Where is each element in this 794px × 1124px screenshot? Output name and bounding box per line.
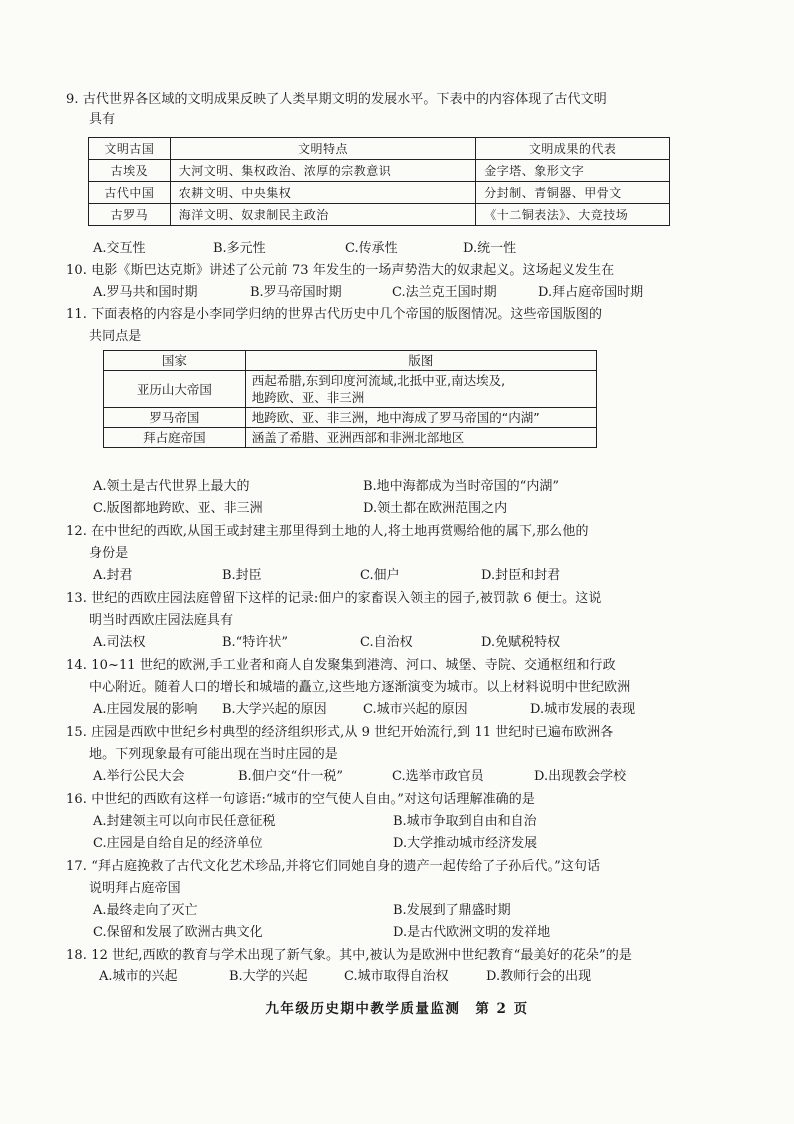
q11-stem-line2: 共同点是 <box>89 329 142 344</box>
table-header-cell: 文明古国 <box>89 138 171 160</box>
table-row <box>89 182 670 204</box>
q12-stem-line1: 12. 在中世纪的西欧,从国王或封建主那里得到土地的人,将土地再赏赐给他的属下,那么他的 <box>66 524 589 539</box>
q9-stem-line1: 9. 古代世界各区域的文明成果反映了人类早期文明的发展水平。下表中的内容体现了古代文明 <box>66 92 607 107</box>
q11-option-b[interactable]: B.地中海都成为当时帝国的“内湖” <box>363 479 559 494</box>
q14-stem-line2: 中心附近。随着人口的增长和城墙的矗立,这些地方逐渐演变为城市。以上材料说明中世纪欧洲 <box>89 680 631 695</box>
q18-option-a[interactable]: A.城市的兴起 <box>99 969 178 984</box>
q10-stem: 10. 电影《斯巴达克斯》讲述了公元前 73 年发生的一场声势浩大的奴隶起义。这场起义发生在 <box>66 263 615 278</box>
q11-option-c[interactable]: C.版图都地跨欧、亚、非三洲 <box>93 501 263 516</box>
q12-option-d[interactable]: D.封臣和封君 <box>481 568 561 583</box>
table-cell: 涵盖了希腊、亚洲西部和非洲北部地区 <box>245 428 596 448</box>
q16-option-b[interactable]: B.城市争取到自由和自治 <box>393 814 537 829</box>
q17-option-c[interactable]: C.保留和发展了欧洲古典文化 <box>93 925 263 940</box>
q11-option-a[interactable]: A.领土是古代世界上最大的 <box>93 479 250 494</box>
q15-option-a[interactable]: A.举行公民大会 <box>93 769 185 784</box>
q9-stem-line2: 具有 <box>89 112 116 127</box>
q15-stem-line2: 地。下列现象最有可能出现在当时庄园的是 <box>89 747 338 762</box>
q15-stem-line1: 15. 庄园是西欧中世纪乡村典型的经济组织形式,从 9 世纪开始流行,到 11 世纪时已遍布欧洲各 <box>66 725 614 740</box>
q14-option-c[interactable]: C.城市兴起的原因 <box>363 702 468 717</box>
table-cell: 罗马帝国 <box>104 408 246 428</box>
q18-option-d[interactable]: D.教师行会的出现 <box>486 969 592 984</box>
q12-option-b[interactable]: B.封臣 <box>222 568 262 583</box>
table-row <box>104 408 597 428</box>
q12-option-c[interactable]: C.佃户 <box>360 568 400 583</box>
q15-option-c[interactable]: C.选举市政官员 <box>392 769 484 784</box>
q17-option-d[interactable]: D.是古代欧洲文明的发祥地 <box>393 925 551 940</box>
q13-option-a[interactable]: A.司法权 <box>93 635 146 650</box>
table-cell: 古代中国 <box>89 182 171 204</box>
q13-stem-line2: 明当时西欧庄园法庭具有 <box>89 613 234 628</box>
table-header-cell: 国家 <box>104 351 246 371</box>
table-cell-line: 地跨欧、亚、非三洲 <box>251 390 365 405</box>
q18-stem: 18. 12 世纪,西欧的教育与学术出现了新气象。其中,被认为是欧洲中世纪教育“最美好的花朵”的是 <box>66 948 632 963</box>
table-row <box>89 138 670 160</box>
page-footer: 九年级历史期中教学质量监测 第 2 页 <box>265 1001 529 1017</box>
q9-option-c[interactable]: C.传承性 <box>345 241 398 256</box>
q12-option-a[interactable]: A.封君 <box>93 568 133 583</box>
q9-table <box>88 137 670 226</box>
table-cell: 《十二铜表法》、大竞技场 <box>476 204 670 226</box>
q12-stem-line2: 身份是 <box>89 546 129 561</box>
table-row <box>89 204 670 226</box>
q9-option-b[interactable]: B.多元性 <box>213 241 266 256</box>
q10-option-c[interactable]: C.法兰克王国时期 <box>392 285 497 300</box>
table-row <box>104 351 597 371</box>
table-row <box>89 160 670 182</box>
table-cell <box>245 371 596 408</box>
q9-option-d[interactable]: D.统一性 <box>463 241 517 256</box>
q13-stem-line1: 13. 世纪的西欧庄园法庭曾留下这样的记录:佃户的家畜误入领主的园子,被罚款 6 便士。这说 <box>66 591 602 606</box>
q10-option-b[interactable]: B.罗马帝国时期 <box>250 285 342 300</box>
q15-option-b[interactable]: B.佃户交“什一税” <box>238 769 343 784</box>
table-cell: 亚历山大帝国 <box>104 371 246 408</box>
table-cell: 农耕文明、中央集权 <box>170 182 475 204</box>
table-cell: 分封制、青铜器、甲骨文 <box>476 182 670 204</box>
q16-option-c[interactable]: C.庄园是自给自足的经济单位 <box>93 836 263 851</box>
q13-option-b[interactable]: B.“特许状” <box>222 635 288 650</box>
q10-option-a[interactable]: A.罗马共和国时期 <box>93 285 198 300</box>
q17-stem-line1: 17. “拜占庭挽救了古代文化艺术珍品,并将它们同她自身的遗产一起传给了子孙后代。”这句话 <box>66 859 601 874</box>
table-cell: 拜占庭帝国 <box>104 428 246 448</box>
q13-option-d[interactable]: D.免赋税特权 <box>481 635 561 650</box>
table-header-cell: 文明特点 <box>170 138 475 160</box>
table-row <box>104 371 597 408</box>
table-header-cell: 版图 <box>245 351 596 371</box>
q18-option-b[interactable]: B.大学的兴起 <box>229 969 308 984</box>
q11-stem-line1: 11. 下面表格的内容是小李同学归纳的世界古代历史中几个帝国的版图情况。这些帝国版图的 <box>66 307 603 322</box>
q17-stem-line2: 说明拜占庭帝国 <box>89 881 181 896</box>
q14-option-b[interactable]: B.大学兴起的原因 <box>222 702 327 717</box>
q9-option-a[interactable]: A.交互性 <box>93 241 146 256</box>
table-header-cell: 文明成果的代表 <box>476 138 670 160</box>
table-cell: 大河文明、集权政治、浓厚的宗教意识 <box>170 160 475 182</box>
q13-option-c[interactable]: C.自治权 <box>360 635 413 650</box>
table-row <box>104 428 597 448</box>
q16-stem: 16. 中世纪的西欧有这样一句谚语:“城市的空气使人自由。”对这句话理解准确的是 <box>66 792 535 807</box>
table-cell: 地跨欧、亚、非三洲，地中海成了罗马帝国的“内湖” <box>245 408 596 428</box>
table-cell: 古罗马 <box>89 204 171 226</box>
q17-option-a[interactable]: A.最终走向了灭亡 <box>93 903 198 918</box>
table-cell: 金字塔、象形文字 <box>476 160 670 182</box>
q14-stem-line1: 14. 10~11 世纪的欧洲,手工业者和商人自发聚集到港湾、河口、城堡、寺院、交通枢纽和行政 <box>66 658 616 673</box>
q14-option-d[interactable]: D.城市发展的表现 <box>530 702 636 717</box>
q15-option-d[interactable]: D.出现教会学校 <box>534 769 627 784</box>
q11-table <box>103 350 597 448</box>
table-cell: 海洋文明、奴隶制民主政治 <box>170 204 475 226</box>
q10-option-d[interactable]: D.拜占庭帝国时期 <box>538 285 644 300</box>
table-cell: 古埃及 <box>89 160 171 182</box>
q14-option-a[interactable]: A.庄园发展的影响 <box>93 702 198 717</box>
q17-option-b[interactable]: B.发展到了鼎盛时期 <box>393 903 511 918</box>
q18-option-c[interactable]: C.城市取得自治权 <box>344 969 449 984</box>
q11-option-d[interactable]: D.领土都在欧洲范围之内 <box>363 501 508 516</box>
q16-option-a[interactable]: A.封建领主可以向市民任意征税 <box>93 814 276 829</box>
table-cell-line: 西起希腊,东到印度河流域,北抵中亚,南达埃及, <box>251 373 506 388</box>
q16-option-d[interactable]: D.大学推动城市经济发展 <box>393 836 538 851</box>
